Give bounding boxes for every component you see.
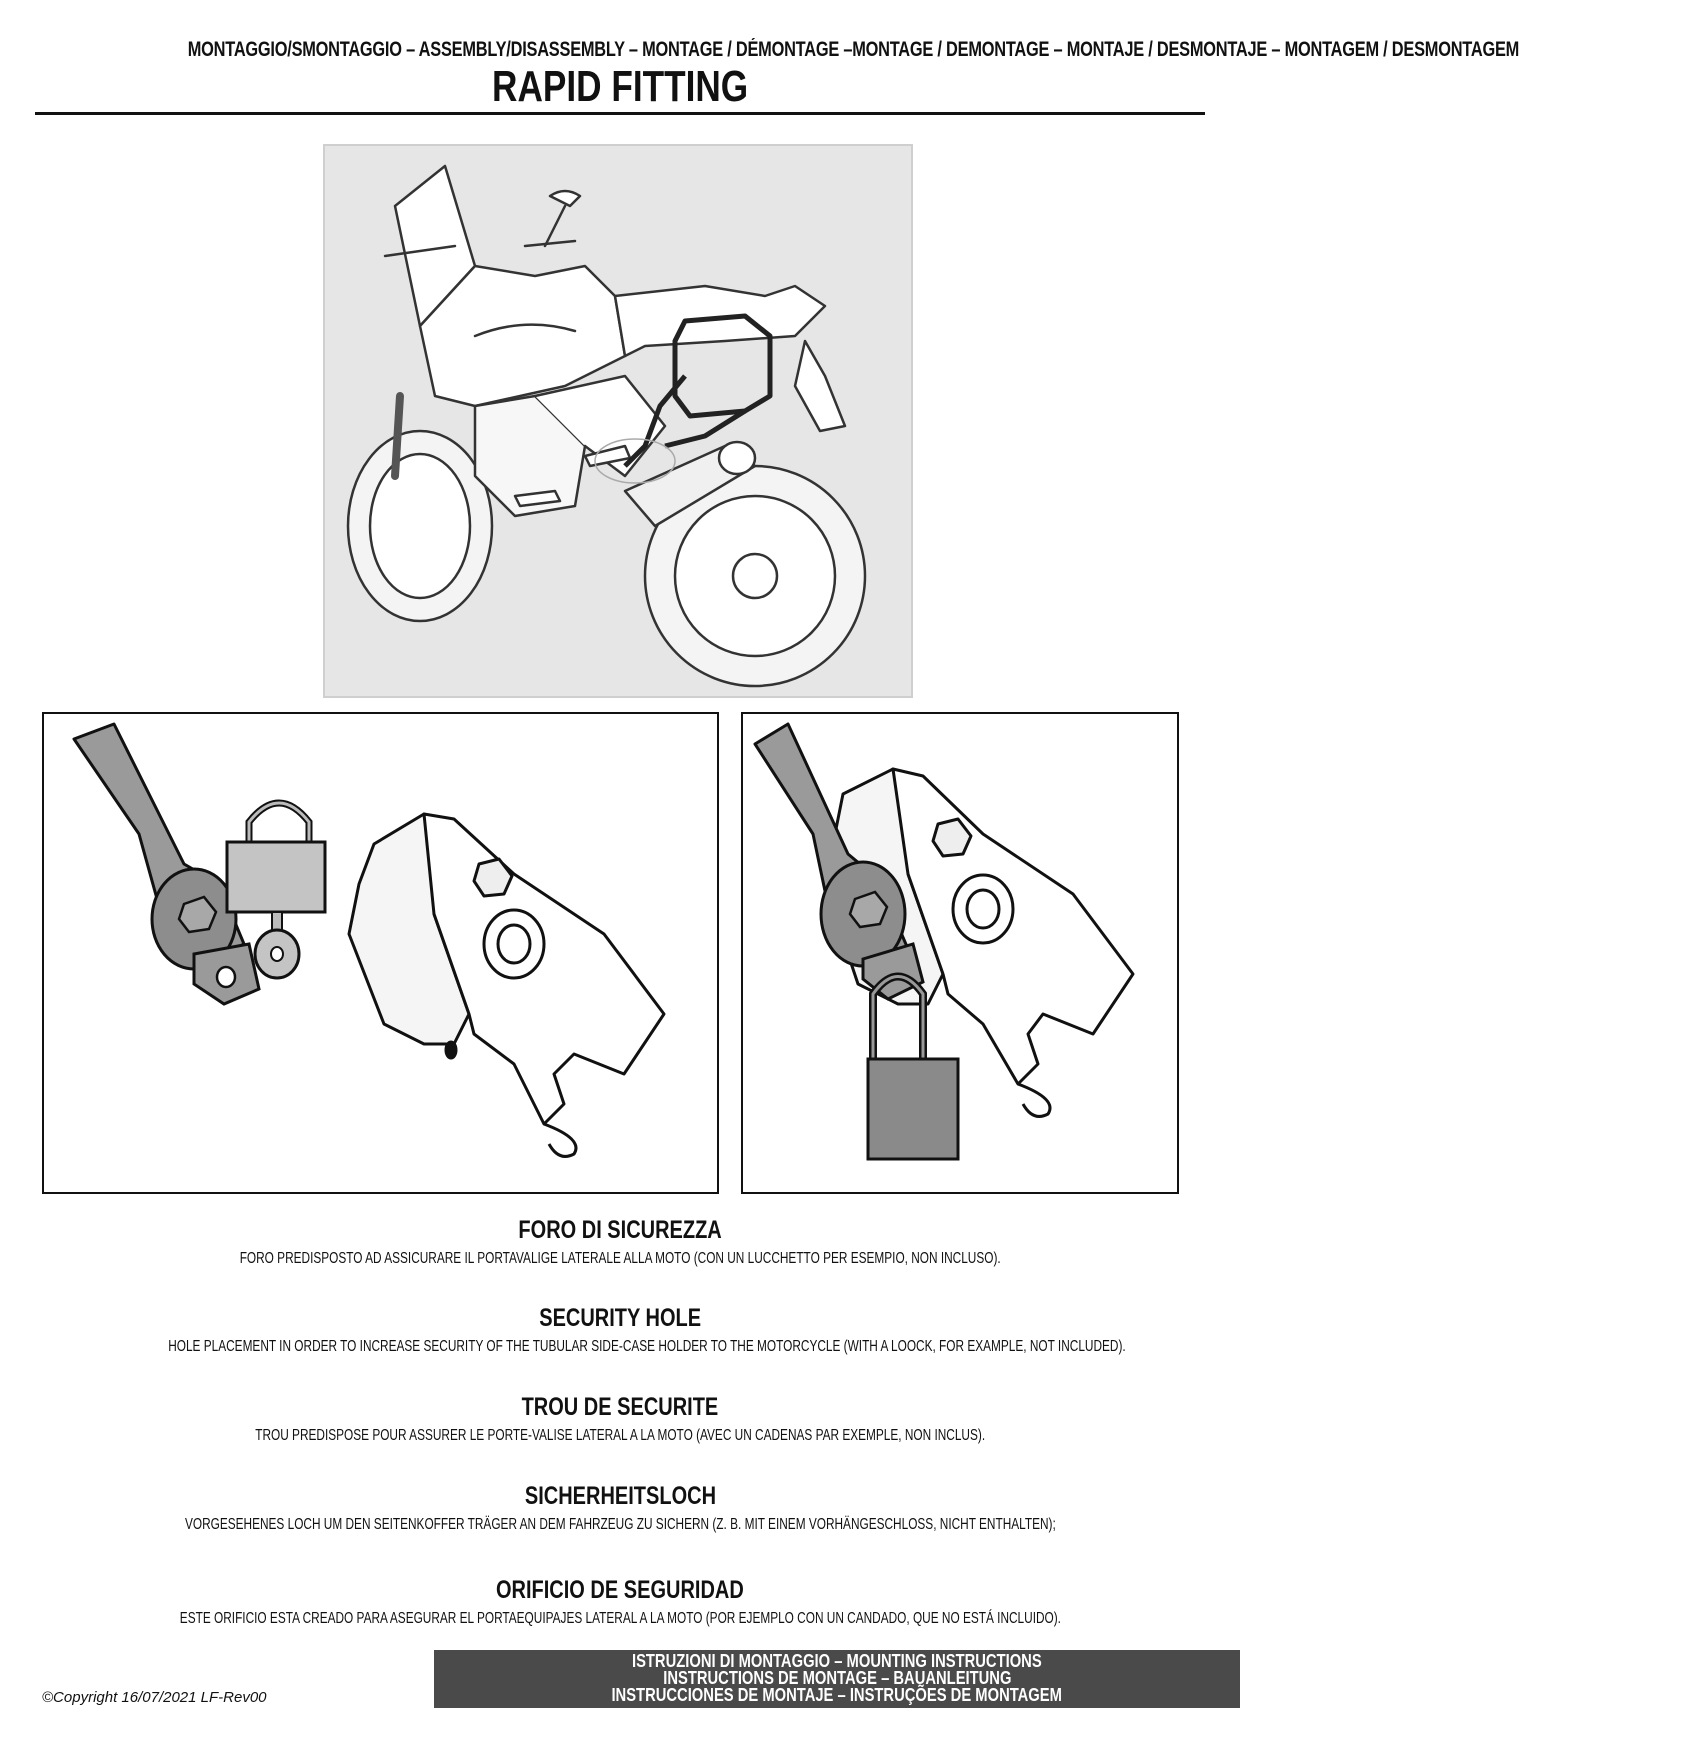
section-heading bbox=[0, 1392, 1240, 1422]
padlock-icon bbox=[227, 803, 325, 912]
footer-line-text: ISTRUZIONI DI MONTAGGIO – MOUNTING INSTRUCTIONS bbox=[632, 1651, 1042, 1671]
key-icon bbox=[255, 912, 299, 978]
detail-locked bbox=[741, 712, 1179, 1194]
section-heading-text: SECURITY HOLE bbox=[539, 1304, 701, 1332]
page-title bbox=[0, 62, 1240, 112]
footer-line-3 bbox=[434, 1687, 1240, 1704]
footer-bar bbox=[434, 1650, 1240, 1708]
section-heading bbox=[0, 1303, 1240, 1333]
section-body-text: HOLE PLACEMENT IN ORDER TO INCREASE SECURITY OF THE TUBULAR SIDE-CASE HOLDER TO THE MOTORCYCLE (WITH A LOOCK, FOR EXAMPLE, NOT INCLUDED). bbox=[168, 1338, 1126, 1355]
section-heading-text: ORIFICIO DE SEGURIDAD bbox=[496, 1576, 744, 1604]
section-heading-text: FORO DI SICUREZZA bbox=[518, 1216, 722, 1244]
section-en bbox=[0, 1303, 1240, 1357]
section-text bbox=[0, 1337, 1240, 1357]
holder-bracket-drawing bbox=[44, 714, 717, 1192]
section-heading-text: TROU DE SECURITE bbox=[521, 1393, 719, 1421]
section-heading bbox=[0, 1215, 1240, 1245]
section-it bbox=[0, 1215, 1240, 1269]
languages-header-text: MONTAGGIO/SMONTAGGIO – ASSEMBLY/DISASSEMBLY – MONTAGE / DÉMONTAGE –MONTAGE / DEMONTAGE – MONTAJE / DESMONTAJE – MONTAGEM / DESMONTAGEM bbox=[187, 38, 1520, 61]
languages-header bbox=[0, 38, 1520, 62]
motorcycle-drawing bbox=[325, 146, 911, 696]
copyright-notice: ©Copyright 16/07/2021 LF-Rev00 bbox=[42, 1689, 267, 1706]
section-es bbox=[0, 1575, 1240, 1629]
section-de bbox=[0, 1481, 1240, 1535]
section-heading bbox=[0, 1575, 1240, 1605]
header-divider bbox=[35, 112, 1205, 115]
section-fr bbox=[0, 1392, 1240, 1446]
section-text bbox=[0, 1609, 1240, 1629]
section-heading-text: SICHERHEITSLOCH bbox=[524, 1482, 716, 1510]
holder-locked-drawing bbox=[743, 714, 1177, 1192]
section-heading bbox=[0, 1481, 1240, 1511]
footer-line-text: INSTRUCCIONES DE MONTAJE – INSTRUÇÕES DE MONTAGEM bbox=[611, 1685, 1063, 1705]
motorcycle-illustration bbox=[323, 144, 913, 698]
section-body-text: ESTE ORIFICIO ESTA CREADO PARA ASEGURAR EL PORTAEQUIPAJES LATERAL A LA MOTO (POR EJEMPLO CON UN CANDADO, QUE NO ESTÁ INCLUIDO). bbox=[179, 1610, 1061, 1627]
section-body-text: FORO PREDISPOSTO AD ASSICURARE IL PORTAVALIGE LATERALE ALLA MOTO (CON UN LUCCHETTO PER ESEMPIO, NON INCLUSO). bbox=[239, 1250, 1001, 1267]
section-text bbox=[0, 1249, 1240, 1269]
detail-unlocked bbox=[42, 712, 719, 1194]
section-body-text: TROU PREDISPOSE POUR ASSURER LE PORTE-VALISE LATERAL A LA MOTO (AVEC UN CADENAS PAR EXEMPLE, NON INCLUS). bbox=[255, 1427, 985, 1444]
section-text bbox=[0, 1426, 1240, 1446]
footer-line-text: INSTRUCTIONS DE MONTAGE – BAUANLEITUNG bbox=[662, 1668, 1012, 1688]
page-title-text: RAPID FITTING bbox=[491, 62, 749, 111]
section-text bbox=[0, 1515, 1240, 1535]
section-body-text: VORGESEHENES LOCH UM DEN SEITENKOFFER TRÄGER AN DEM FAHRZEUG ZU SICHERN (Z. B. MIT EINEM VORHÄNGESCHLOSS, NICHT ENTHALTEN); bbox=[184, 1516, 1056, 1533]
